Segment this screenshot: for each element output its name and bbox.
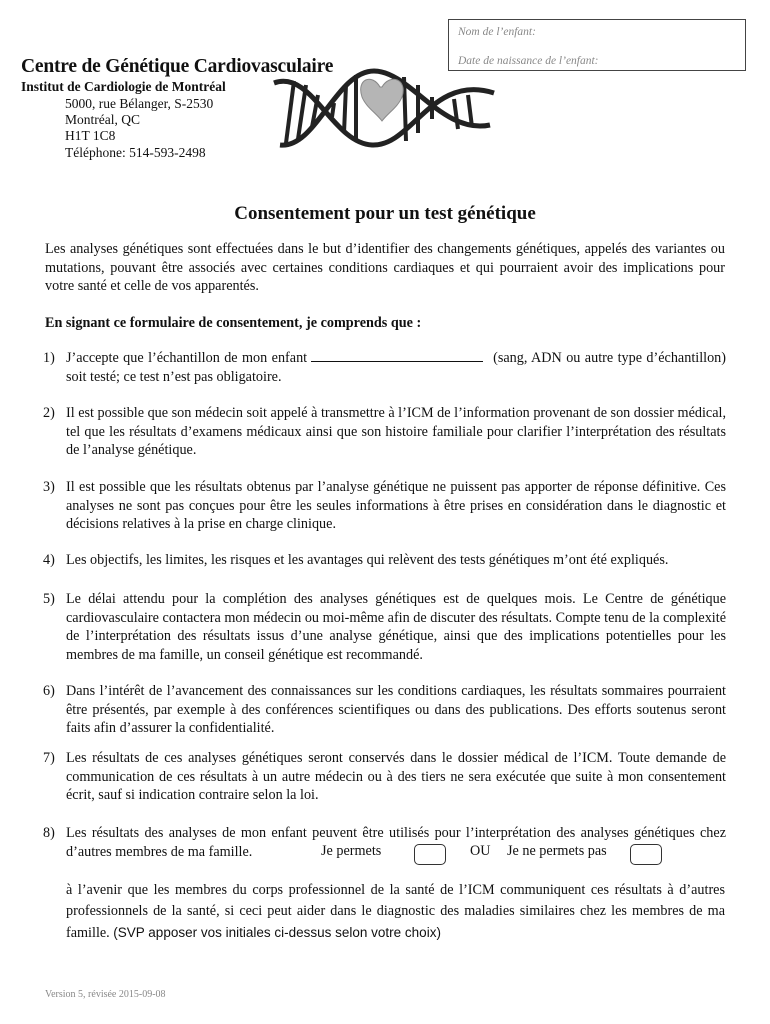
consent-item-4	[43, 551, 726, 570]
item-text: Les résultats de ces analyses génétiques seront conservés dans le dossier médical de l’ICM. Toute demande de communication de ces résultats à un autre médecin ou à des tiers ne sera exécutée que suite à mon consentement écrit, sauf si indication contraire selon la loi.	[66, 750, 726, 803]
consent-item-3	[43, 478, 726, 534]
dna-helix-logo	[272, 65, 496, 151]
item-text: Le délai attendu pour la complétion des analyses génétiques est de quelques mois. Le Centre de génétique cardiovasculaire contactera mon médecin ou moi-même afin de discuter des résultats. Compte tenu de la complexité de l’interprétation des résultats issus d’une analyse génétique, ainsi que des implications potentielles pour les membres de ma famille, un conseil génétique est recommandé.	[66, 591, 726, 663]
item-number: 4)	[43, 552, 55, 568]
consent-item-6	[43, 682, 726, 738]
child-dob-label: Date de naissance de l’enfant:	[458, 55, 599, 67]
child-name-label: Nom de l’enfant:	[458, 26, 536, 38]
consent-item-7	[43, 749, 726, 805]
permit-checkbox[interactable]	[414, 844, 446, 865]
initials-note: (SVP apposer vos initiales ci-dessus selon votre choix)	[113, 925, 441, 940]
institute-name: Institut de Cardiologie de Montréal	[21, 79, 226, 94]
item-number: 1)	[43, 350, 55, 366]
sample-type-blank[interactable]	[311, 349, 483, 362]
org-name: Centre de Génétique Cardiovasculaire	[21, 56, 334, 77]
understanding-heading: En signant ce formulaire de consentement, je comprends que :	[45, 315, 422, 331]
item-text: (sang, ADN ou autre type d’échantillon) soit testé; ce test n’est pas obligatoire.	[66, 350, 727, 385]
patient-info-box[interactable]	[448, 19, 746, 71]
intro-paragraph: Les analyses génétiques sont effectuées dans le but d’identifier des changements génétiques, appelés des variantes ou mutations, pouvant être associés avec certaines conditions cardiaques et qui pourraient avoir des implications pour votre santé et celle de vos apparentés.	[45, 241, 725, 294]
document-title: Consentement pour un test génétique	[234, 203, 536, 224]
address-line-3: H1T 1C8	[65, 128, 116, 143]
item-number: 8)	[43, 825, 55, 841]
item-number: 3)	[43, 479, 55, 495]
item-text: Il est possible que son médecin soit appelé à transmettre à l’ICM de l’information provenant de son dossier médical, tel que les résultats d’examens médicaux ainsi que son histoire familiale pour clarifier l’interprétation des résultats de l’analyse génétique.	[66, 405, 726, 458]
item-text: Les résultats des analyses de mon enfant peuvent être utilisés pour l’interprétation des analyses génétiques chez d’autres membres de ma famille.	[66, 825, 726, 860]
version-footer: Version 5, révisée 2015-09-08	[45, 989, 166, 1000]
consent-item-2	[43, 404, 726, 460]
permit-label: Je permets	[321, 843, 382, 859]
not-permit-label: Je ne permets pas	[507, 843, 607, 859]
consent-item-1	[43, 349, 726, 386]
phone-line: Téléphone: 514-593-2498	[65, 145, 206, 160]
or-label: OU	[470, 843, 491, 859]
item-number: 6)	[43, 683, 55, 699]
item-8-followup	[66, 880, 725, 944]
consent-item-8	[43, 824, 726, 861]
item-number: 7)	[43, 750, 55, 766]
address-line-1: 5000, rue Bélanger, S-2530	[65, 96, 214, 111]
not-permit-checkbox[interactable]	[630, 844, 662, 865]
item-text: J’accepte que l’échantillon de mon enfant	[66, 350, 308, 366]
item-number: 2)	[43, 405, 55, 421]
address-line-2: Montréal, QC	[65, 112, 140, 127]
consent-item-5	[43, 590, 726, 664]
followup-text: à l’avenir que les membres du corps professionnel de la santé de l’ICM communiquent ces résultats à d’autres professionnels de la santé, si ceci peut aider dans le diagnostic des maladies similaires chez les membres de ma famille.	[66, 882, 725, 941]
item-text: Il est possible que les résultats obtenus par l’analyse génétique ne puissent pas apporter de réponse définitive. Ces analyses ne sont pas conçues pour être les seules informations à être prises en considération dans le diagnostic et décisions relatives à la prise en charge clinique.	[66, 479, 726, 532]
item-text: Dans l’intérêt de l’avancement des connaissances sur les conditions cardiaques, les résultats sommaires pourraient être présentés, par exemple à des conférences scientifiques ou dans des publications. Des efforts soutenus seront faits afin d’assurer la confidentialité.	[66, 683, 726, 736]
item-text: Les objectifs, les limites, les risques et les avantages qui relèvent des tests génétiques m’ont été expliqués.	[66, 552, 669, 568]
item-number: 5)	[43, 591, 55, 607]
